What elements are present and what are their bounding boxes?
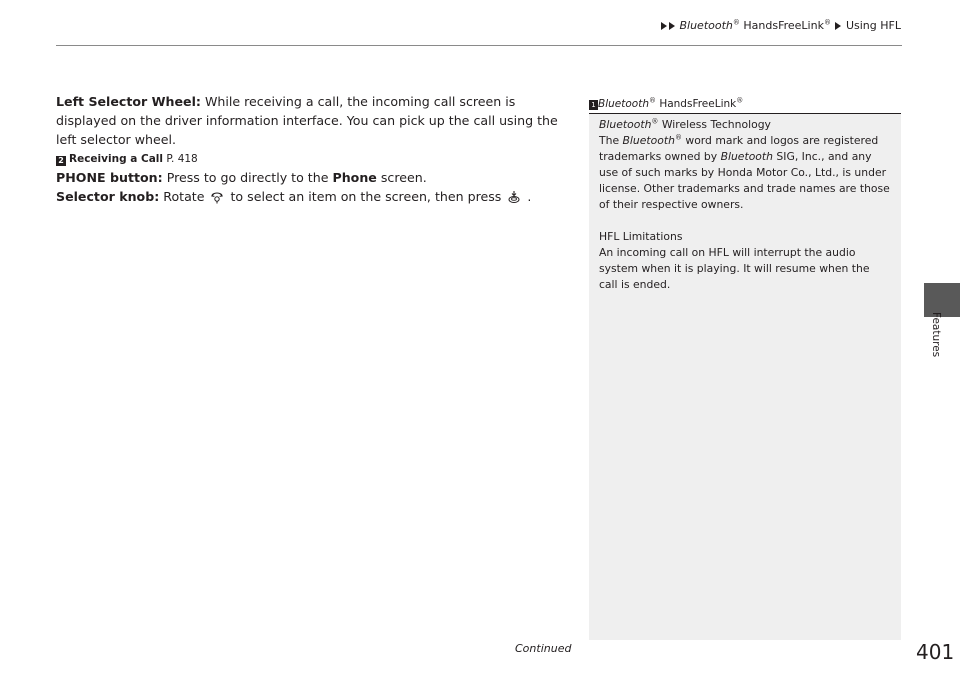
sidebar-heading: 1 Bluetooth® HandsFreeLink® bbox=[589, 96, 901, 114]
sidebar-line: An incoming call on HFL will interrupt the audio system when it is playing. It will resume when the call is ended. bbox=[599, 246, 870, 291]
continued-label: Continued bbox=[515, 642, 572, 655]
sidebar-note bbox=[589, 96, 901, 640]
sidebar-subheading: HFL Limitations bbox=[599, 230, 683, 243]
breadcrumb-triangle-icon bbox=[669, 22, 675, 30]
sidebar-body bbox=[589, 114, 901, 293]
cross-reference-arrow-icon: 2 bbox=[56, 156, 66, 166]
selector-knob-rotate-icon bbox=[210, 190, 224, 209]
breadcrumb bbox=[0, 18, 901, 34]
cross-reference-link[interactable]: 2 Receiving a Call P. 418 bbox=[56, 150, 576, 168]
section-tab-label: Features bbox=[930, 312, 942, 358]
breadcrumb-triangle-icon bbox=[835, 22, 841, 30]
breadcrumb-section: Bluetooth® HandsFreeLink® bbox=[679, 18, 831, 32]
sidebar-line: Bluetooth® Wireless Technology bbox=[599, 117, 771, 131]
selector-knob-press-icon bbox=[507, 190, 521, 209]
breadcrumb-triangle-icon bbox=[661, 22, 667, 30]
spacer bbox=[599, 213, 891, 229]
paragraph-left-selector-wheel: Left Selector Wheel: While receiving a call, the incoming call screen is displayed on the driver information interface. You can pick up the call using the left selector wheel. bbox=[56, 94, 558, 147]
page-number: 401 bbox=[916, 640, 955, 664]
paragraph-selector-knob: Selector knob: Rotate to select an item on the screen, then press . bbox=[56, 187, 576, 209]
header-rule bbox=[56, 45, 902, 46]
sidebar-line: The Bluetooth® word mark and logos are registered trademarks owned by Bluetooth SIG, Inc., and any use of such marks by Honda Motor Co., Ltd., is under license. Other trademarks and trade names are those of their respective owners. bbox=[599, 133, 890, 211]
paragraph-phone-button: PHONE button: Press to go directly to the Phone screen. bbox=[56, 170, 427, 185]
note-number-icon: 1 bbox=[589, 100, 598, 110]
main-content bbox=[56, 92, 576, 209]
breadcrumb-page: Using HFL bbox=[845, 19, 901, 32]
